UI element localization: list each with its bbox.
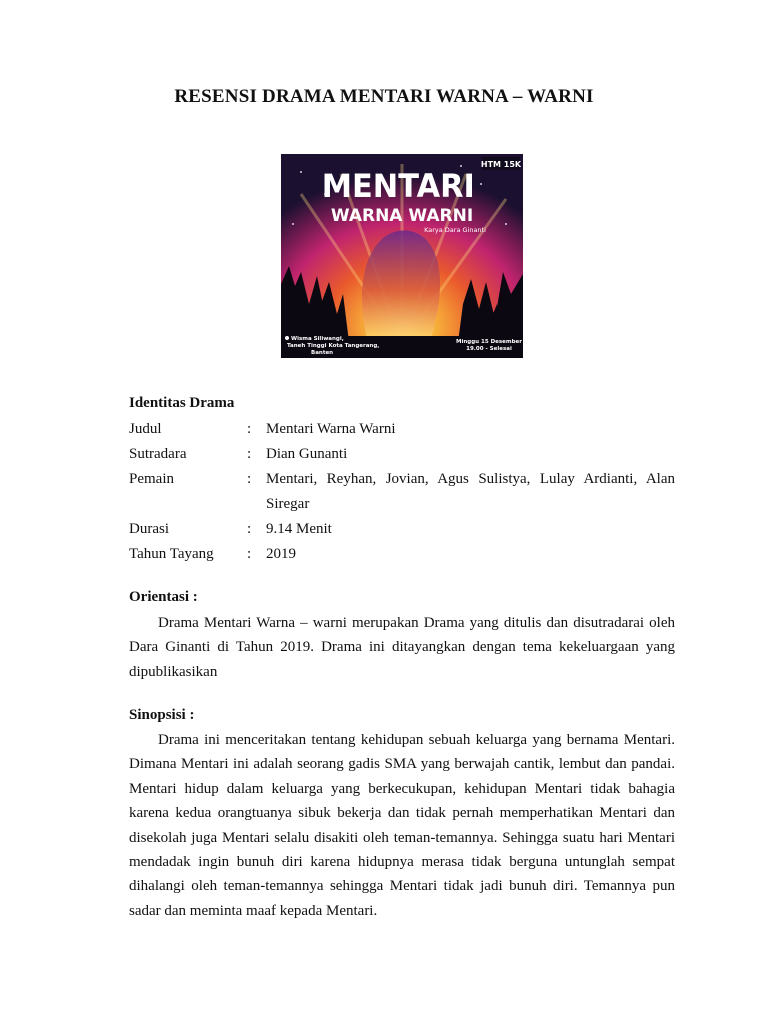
identity-value: Mentari Warna Warni bbox=[266, 421, 396, 437]
identity-separator: : bbox=[247, 446, 252, 462]
identitas-heading: Identitas Drama bbox=[129, 395, 235, 411]
page-title: RESENSI DRAMA MENTARI WARNA – WARNI bbox=[174, 86, 594, 107]
identity-label: Judul bbox=[129, 421, 162, 437]
poster-title-line2: WARNA WARNI bbox=[330, 206, 474, 226]
identity-label: Tahun Tayang bbox=[129, 546, 214, 562]
drama-poster bbox=[281, 154, 523, 358]
poster-venue-line3: Banten bbox=[311, 350, 334, 356]
poster-badge: HTM 15K bbox=[480, 160, 522, 169]
poster-venue-line2: Taneh Tinggi Kota Tangerang, bbox=[287, 343, 380, 349]
identity-label: Pemain bbox=[129, 471, 174, 487]
identity-value: Mentari, Reyhan, Jovian, Agus Sulistya, Lulay Ardianti, Alan Siregar bbox=[266, 471, 675, 512]
location-pin-icon bbox=[285, 336, 289, 340]
identity-label: Sutradara bbox=[129, 446, 187, 462]
poster-author: Karya Dara Ginanti bbox=[424, 226, 486, 234]
identity-separator: : bbox=[247, 421, 252, 437]
identity-label: Durasi bbox=[129, 521, 169, 537]
orientasi-paragraph: Drama Mentari Warna – warni merupakan Drama yang ditulis dan disutradarai oleh Dara Ginanti di Tahun 2019. Drama ini ditayangkan dengan tema kekeluargaan yang dipublikasikan bbox=[129, 615, 675, 680]
poster-title-line1: MENTARI bbox=[321, 168, 475, 206]
identity-value: 9.14 Menit bbox=[266, 521, 332, 537]
identity-value: Dian Gunanti bbox=[266, 446, 348, 462]
identity-value: 2019 bbox=[266, 546, 296, 562]
poster-venue-line1: Wisma Siliwangi, bbox=[291, 336, 344, 342]
identity-separator: : bbox=[247, 521, 252, 537]
identity-separator: : bbox=[247, 471, 252, 487]
sinopsis-paragraph: Drama ini menceritakan tentang kehidupan sebuah keluarga yang bernama Mentari. Dimana Mentari ini adalah seorang gadis SMA yang berwajah cantik, lembut dan pandai. Mentari hidup dalam keluarga yang berkecukupan, kehidupan Mentari tidak bahagia karena kedua orangtuanya sibuk bekerja dan tidak pernah memperhatikan Mentari dan disekolah juga Mentari selalu disakiti oleh teman-temannya. Sehingga suatu hari Mentari mendadak ingin bunuh diri karena hidupnya merasa tidak berguna untunglah sempat dihalangi oleh teman-temannya sehingga Mentari tidak jadi bunuh diri. Temannya pun sadar dan meminta maaf kepada Mentari. bbox=[129, 732, 675, 919]
identity-separator: : bbox=[247, 546, 252, 562]
sinopsis-heading: Sinopsisi : bbox=[129, 707, 195, 723]
poster-date-line2: 19.00 - Selesai bbox=[466, 346, 512, 352]
orientasi-heading: Orientasi : bbox=[129, 589, 198, 605]
poster-date-line1: Minggu 15 Desember bbox=[456, 339, 522, 345]
